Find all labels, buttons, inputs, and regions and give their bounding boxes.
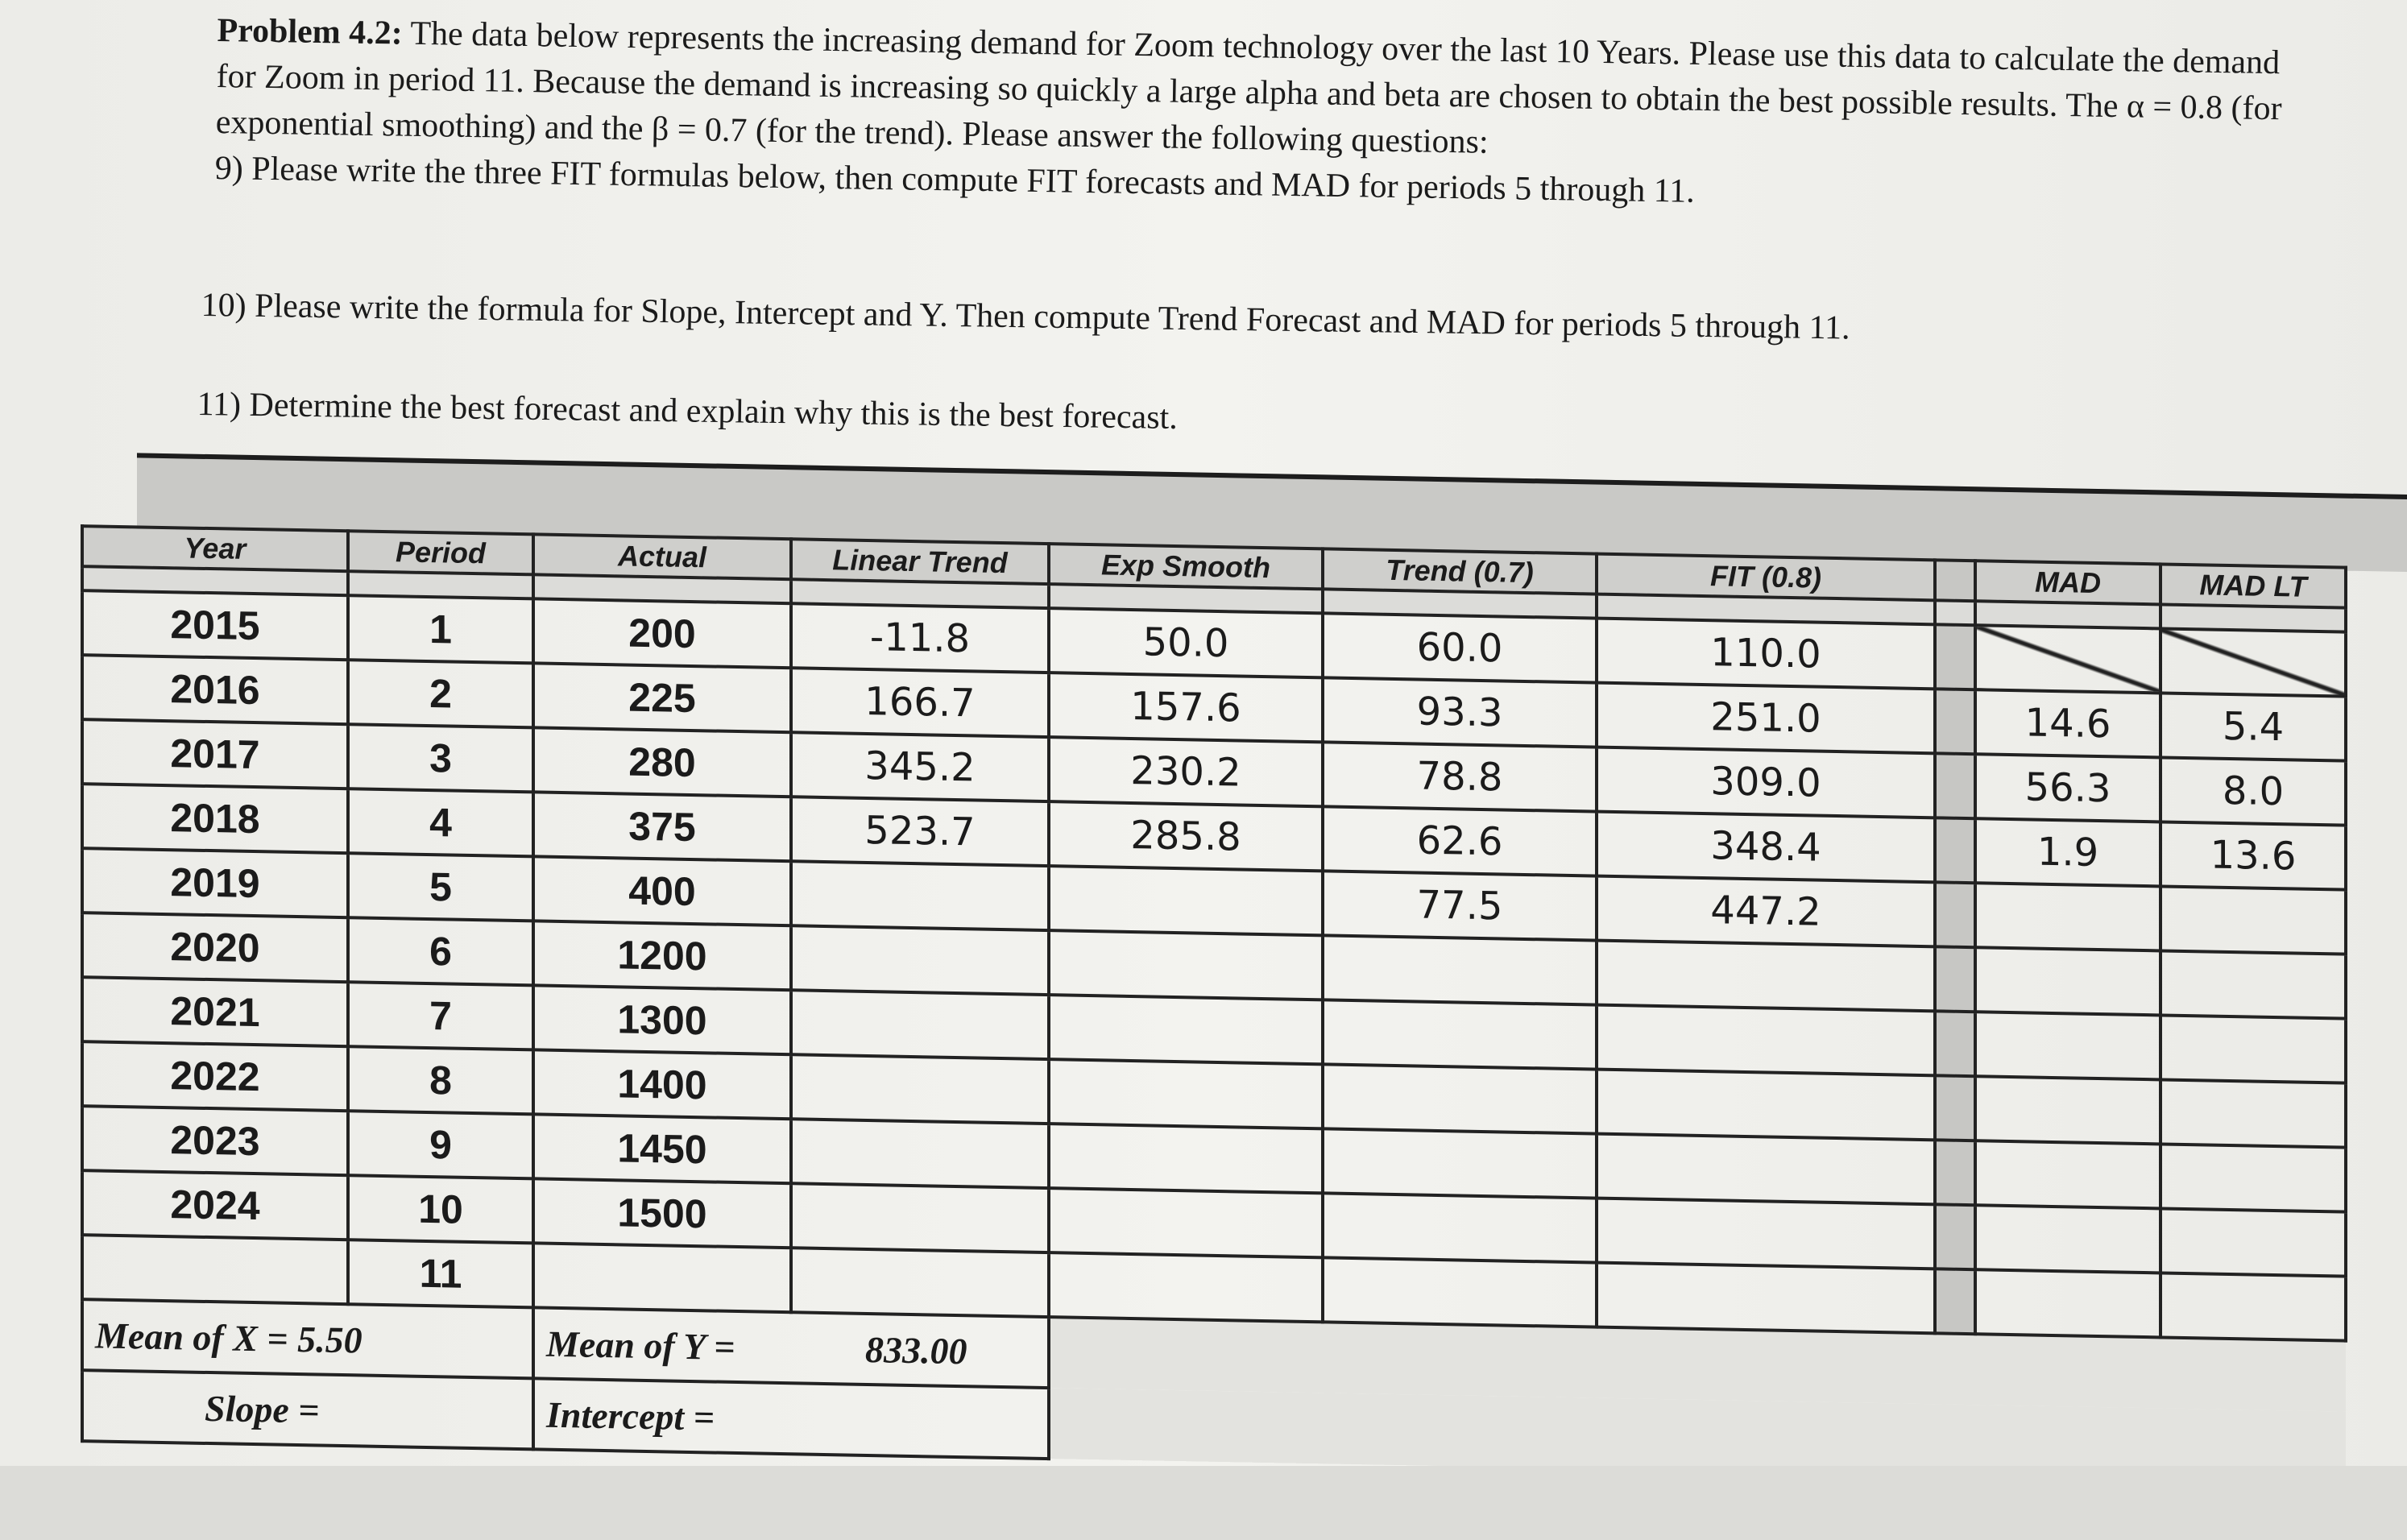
mad-lt-cell: 13.6 bbox=[2160, 822, 2346, 889]
period-cell: 6 bbox=[348, 917, 533, 985]
mad-cell bbox=[1975, 1205, 2160, 1273]
trend-cell bbox=[1323, 1064, 1597, 1133]
mad-cell bbox=[1975, 883, 2160, 950]
fit-cell: 447.2 bbox=[1597, 876, 1935, 947]
actual-cell: 375 bbox=[533, 792, 791, 861]
separator-cell bbox=[1935, 1204, 1975, 1269]
year-cell: 2022 bbox=[82, 1041, 348, 1111]
actual-cell: 1500 bbox=[533, 1178, 791, 1248]
problem-text: The data below represents the increasing demand for Zoom technology over the last 10 Years. Please use this data to calculate the demand for Zoom in period 11. Because the demand is increasing so quickly a large alpha and beta are chosen to obtain the best possible results. The α = 0.8 (for exponential smoothing) and the β = 0.7 (for the trend). Please answer the following questions: bbox=[215, 14, 2282, 161]
separator-cell bbox=[1935, 1140, 1975, 1205]
year-cell: 2019 bbox=[82, 848, 348, 917]
fit-cell bbox=[1597, 1070, 1935, 1141]
fit-cell bbox=[1597, 1263, 1935, 1334]
fit-cell bbox=[1597, 1134, 1935, 1205]
intercept-label: Intercept = bbox=[533, 1378, 1049, 1459]
period-cell: 1 bbox=[348, 595, 533, 663]
mean-x-label: Mean of X = bbox=[95, 1314, 288, 1360]
period-cell: 3 bbox=[348, 724, 533, 792]
col-header-year: Year bbox=[82, 526, 348, 571]
period-cell: 11 bbox=[348, 1240, 533, 1307]
actual-cell: 1300 bbox=[533, 985, 791, 1054]
mad-cell bbox=[1975, 1012, 2160, 1079]
col-header-mad-lt: MAD LT bbox=[2160, 564, 2346, 607]
exp-smooth-cell: 50.0 bbox=[1049, 608, 1323, 677]
problem-heading: Problem 4.2: bbox=[217, 11, 404, 52]
actual-cell: 200 bbox=[533, 598, 791, 668]
mad-lt-cell bbox=[2160, 1208, 2346, 1276]
fit-cell bbox=[1597, 1005, 1935, 1076]
period-cell: 7 bbox=[348, 982, 533, 1049]
year-cell: 2021 bbox=[82, 977, 348, 1046]
separator-cell bbox=[1935, 882, 1975, 947]
trend-cell bbox=[1323, 1257, 1597, 1327]
mad-cell: 56.3 bbox=[1975, 754, 2160, 822]
mean-y-label: Mean of Y = bbox=[546, 1323, 735, 1368]
mad-lt-cell bbox=[2160, 1144, 2346, 1211]
actual-cell: 280 bbox=[533, 727, 791, 797]
mad-lt-cell bbox=[2160, 1015, 2346, 1083]
mad-cell bbox=[1975, 947, 2160, 1015]
table-body bbox=[82, 590, 2346, 1341]
exp-smooth-cell bbox=[1049, 995, 1323, 1064]
mad-cell: 14.6 bbox=[1975, 689, 2160, 757]
year-cell: 2020 bbox=[82, 913, 348, 982]
period-cell: 10 bbox=[348, 1175, 533, 1243]
paper-bottom-edge bbox=[0, 1466, 2407, 1540]
mad-cell bbox=[1975, 1141, 2160, 1208]
separator-cell bbox=[1935, 818, 1975, 883]
trend-cell: 78.8 bbox=[1323, 742, 1597, 811]
linear-trend-cell: 166.7 bbox=[791, 668, 1049, 737]
year-cell: 2016 bbox=[82, 655, 348, 724]
exp-smooth-cell bbox=[1049, 1188, 1323, 1257]
fit-cell bbox=[1597, 1198, 1935, 1269]
fit-cell: 309.0 bbox=[1597, 747, 1935, 818]
period-cell: 2 bbox=[348, 660, 533, 727]
period-cell: 5 bbox=[348, 853, 533, 921]
year-cell: 2018 bbox=[82, 784, 348, 853]
fit-cell bbox=[1597, 941, 1935, 1012]
separator-cell bbox=[1935, 753, 1975, 818]
forecast-table bbox=[81, 524, 2347, 1484]
separator-cell bbox=[1935, 1075, 1975, 1141]
mad-cell bbox=[1975, 1269, 2160, 1337]
exp-smooth-cell: 285.8 bbox=[1049, 801, 1323, 871]
mad-lt-cell bbox=[2160, 1079, 2346, 1147]
question-11: 11) Determine the best forecast and explain why this is the best forecast. bbox=[197, 385, 1179, 437]
col-header-exp-smooth: Exp Smooth bbox=[1049, 544, 1323, 589]
slope-label: Slope = bbox=[82, 1370, 533, 1449]
trend-cell: 77.5 bbox=[1323, 871, 1597, 940]
actual-cell: 1400 bbox=[533, 1049, 791, 1119]
period-cell: 4 bbox=[348, 789, 533, 856]
question-9: 9) Please write the three FIT formulas below, then compute FIT forecasts and MAD for periods 5 through 11. bbox=[214, 149, 1696, 210]
actual-cell bbox=[533, 1243, 791, 1312]
mean-x-value: 5.50 bbox=[297, 1318, 362, 1361]
exp-smooth-cell bbox=[1049, 1124, 1323, 1193]
separator-cell bbox=[1935, 1269, 1975, 1334]
separator-cell bbox=[1935, 689, 1975, 754]
actual-cell: 1450 bbox=[533, 1114, 791, 1183]
col-separator bbox=[1935, 560, 1975, 601]
separator-cell bbox=[1935, 1011, 1975, 1076]
exp-smooth-cell: 157.6 bbox=[1049, 673, 1323, 742]
actual-cell: 400 bbox=[533, 856, 791, 925]
trend-cell: 60.0 bbox=[1323, 613, 1597, 682]
trend-cell: 62.6 bbox=[1323, 806, 1597, 876]
linear-trend-cell bbox=[791, 1248, 1049, 1317]
col-header-actual: Actual bbox=[533, 534, 791, 579]
exp-smooth-cell: 230.2 bbox=[1049, 737, 1323, 806]
linear-trend-cell bbox=[791, 861, 1049, 930]
year-cell: 2015 bbox=[82, 590, 348, 660]
col-header-trend: Trend (0.7) bbox=[1323, 549, 1597, 594]
separator-cell bbox=[1935, 946, 1975, 1012]
linear-trend-cell bbox=[791, 925, 1049, 995]
linear-trend-cell: 345.2 bbox=[791, 732, 1049, 801]
linear-trend-cell bbox=[791, 1183, 1049, 1252]
trend-cell bbox=[1323, 1193, 1597, 1262]
mad-lt-cell bbox=[2160, 886, 2346, 954]
period-cell: 9 bbox=[348, 1111, 533, 1178]
fit-cell: 251.0 bbox=[1597, 683, 1935, 754]
trend-cell bbox=[1323, 1000, 1597, 1069]
problem-statement bbox=[214, 8, 2295, 224]
year-cell bbox=[82, 1235, 348, 1304]
mean-y-value: 833.00 bbox=[865, 1328, 967, 1372]
mad-lt-cell: 8.0 bbox=[2160, 757, 2346, 825]
fit-cell: 110.0 bbox=[1597, 619, 1935, 689]
mad-lt-cell bbox=[2160, 950, 2346, 1018]
actual-cell: 1200 bbox=[533, 921, 791, 990]
fit-cell: 348.4 bbox=[1597, 812, 1935, 883]
trend-cell: 93.3 bbox=[1323, 677, 1597, 747]
period-cell: 8 bbox=[348, 1046, 533, 1114]
mad-lt-cell bbox=[2160, 1273, 2346, 1340]
trend-cell bbox=[1323, 1128, 1597, 1198]
separator-cell bbox=[1935, 624, 1975, 689]
linear-trend-cell bbox=[791, 1119, 1049, 1188]
mad-cell bbox=[1975, 1076, 2160, 1144]
question-10: 10) Please write the formula for Slope, Intercept and Y. Then compute Trend Forecast and MAD for periods 5 through 11. bbox=[201, 286, 1850, 347]
mean-x-cell bbox=[82, 1299, 533, 1378]
mad-lt-cell bbox=[2160, 628, 2346, 696]
year-cell: 2017 bbox=[82, 719, 348, 789]
linear-trend-cell bbox=[791, 990, 1049, 1059]
actual-cell: 225 bbox=[533, 663, 791, 732]
col-header-period: Period bbox=[348, 531, 533, 574]
year-cell: 2023 bbox=[82, 1106, 348, 1175]
exp-smooth-cell bbox=[1049, 1059, 1323, 1128]
col-header-linear-trend: Linear Trend bbox=[791, 539, 1049, 584]
year-cell: 2024 bbox=[82, 1170, 348, 1240]
col-header-fit: FIT (0.8) bbox=[1597, 554, 1935, 601]
exp-smooth-cell bbox=[1049, 930, 1323, 1000]
trend-cell bbox=[1323, 935, 1597, 1004]
exp-smooth-cell bbox=[1049, 1252, 1323, 1322]
col-header-mad: MAD bbox=[1975, 561, 2160, 604]
mad-cell: 1.9 bbox=[1975, 818, 2160, 886]
linear-trend-cell: -11.8 bbox=[791, 603, 1049, 673]
mad-cell bbox=[1975, 625, 2160, 693]
mad-lt-cell: 5.4 bbox=[2160, 693, 2346, 760]
linear-trend-cell: 523.7 bbox=[791, 797, 1049, 866]
exp-smooth-cell bbox=[1049, 866, 1323, 935]
forecast-table-area bbox=[32, 451, 2407, 1526]
mean-y-cell bbox=[533, 1307, 1049, 1388]
linear-trend-cell bbox=[791, 1054, 1049, 1124]
